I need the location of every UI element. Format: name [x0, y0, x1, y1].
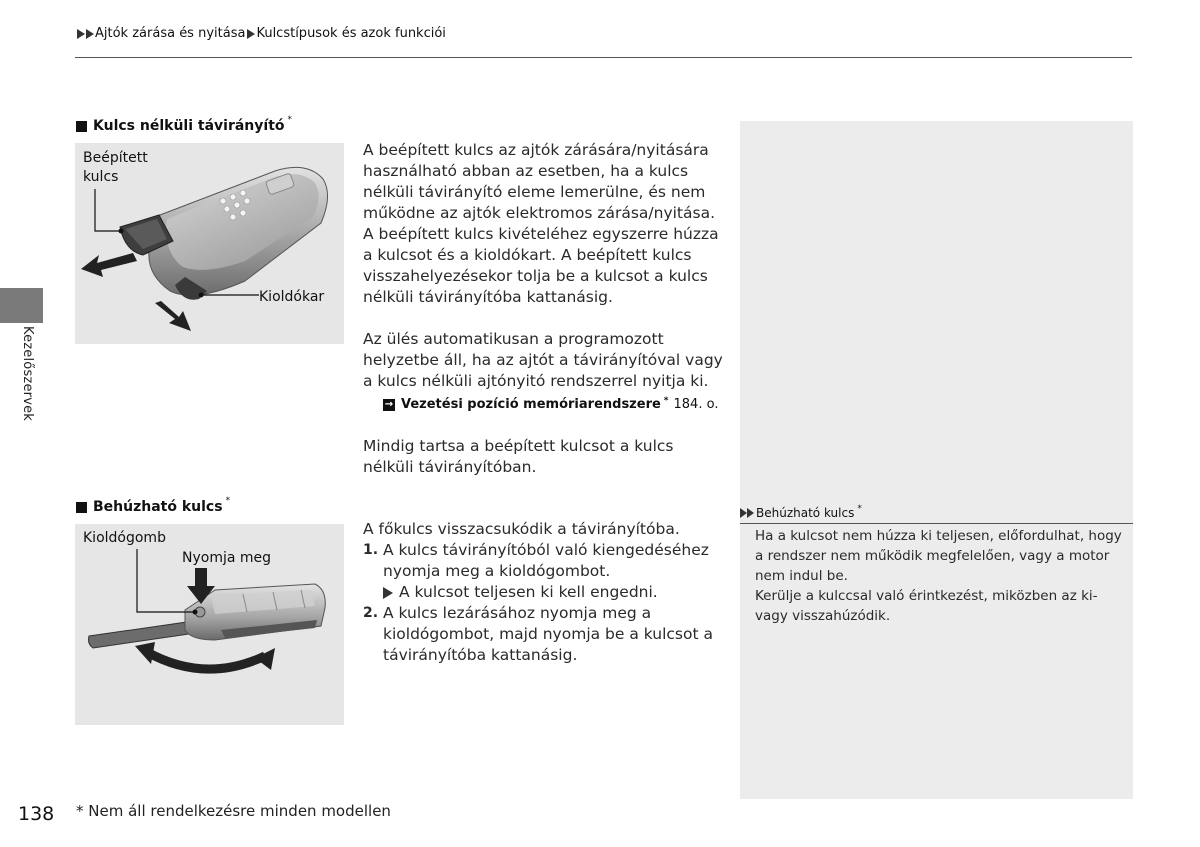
chapter-tab-label: Kezelőszervek: [20, 326, 35, 422]
sidebar-note-panel: [740, 121, 1133, 799]
step-text: A kulcs távirányítóból való kiengedéséhez nyomja meg a kioldógombot.: [383, 541, 709, 580]
model-availability-star: *: [225, 496, 231, 506]
breadcrumb-item[interactable]: Ajtók zárása és nyitása: [95, 26, 246, 41]
keyless-remote-figure: [75, 143, 344, 344]
breadcrumb: [77, 26, 446, 41]
cross-reference-title: Vezetési pozíció memóriarendszere: [401, 397, 661, 412]
step-result: [383, 582, 725, 603]
paragraph: Mindig tartsa a beépített kulcsot a kulcs nélküli távirányítóban.: [363, 437, 674, 476]
retractable-section-body: [363, 519, 725, 666]
page-number: 138: [18, 803, 55, 825]
figure-label-release-lever: Kioldókar: [259, 289, 325, 305]
note-line: Ha a kulcsot nem húzza ki teljesen, előfordulhat, hogy a rendszer nem működik megfelelően, vagy a motor nem indul be.: [755, 528, 1122, 584]
section-bullet-icon: [76, 121, 87, 132]
section-bullet-icon: [76, 502, 87, 513]
step-result-text: A kulcsot teljesen ki kell engedni.: [399, 583, 658, 601]
sidebar-note-header: [740, 503, 1133, 524]
paragraph: Az ülés automatikusan a programozott helyzetbe áll, ha az ajtót a távirányítóval vagy a kulcs nélküli ajtónyitó rendszerrel nyitja ki.: [363, 330, 723, 390]
result-arrow-icon: [383, 587, 393, 599]
step-item: [363, 540, 725, 603]
model-availability-star: *: [663, 396, 669, 406]
breadcrumb-arrow-icon: [86, 29, 94, 39]
step-number: 2.: [363, 605, 379, 621]
breadcrumb-arrow-icon: [247, 29, 255, 39]
keyless-section-body: [363, 140, 723, 478]
step-number: 1.: [363, 542, 379, 558]
section-title-text: Behúzható kulcs: [93, 499, 223, 515]
note-arrow-icon: [747, 508, 754, 518]
model-availability-star: *: [287, 115, 293, 125]
breadcrumb-arrow-icon: [77, 29, 85, 39]
steps-list: [363, 540, 725, 666]
section-title-text: Kulcs nélküli távirányító: [93, 118, 285, 134]
breadcrumb-item[interactable]: Kulcstípusok és azok funkciói: [256, 26, 446, 41]
paragraph: A beépített kulcs az ajtók zárására/nyitására használható abban az esetben, ha a kulcs nélküli távirányító eleme lemerülne, és nem működne az ajtók elektromos zárása/nyitása.: [363, 141, 715, 222]
figure-label-press: Nyomja meg: [182, 550, 272, 566]
cross-reference-page: 184. o.: [673, 397, 719, 412]
header-divider: [75, 57, 1132, 58]
chapter-tab[interactable]: [0, 288, 43, 323]
paragraph: A beépített kulcs kivételéhez egyszerre húzza a kulcsot és a kioldókart. A beépített kulcs visszahelyezésekor tolja be a kulcsot a kulcs nélküli távirányítóba kattanásig.: [363, 225, 719, 306]
section-title-keyless: [76, 115, 293, 134]
step-item: [363, 603, 725, 666]
sidebar-note-body: [755, 526, 1127, 626]
paragraph: A főkulcs visszacsukódik a távirányítóba.: [363, 520, 680, 538]
figure-label-release-button: Kioldógomb: [83, 530, 166, 546]
note-arrow-icon: [740, 508, 747, 518]
model-availability-star: *: [857, 504, 862, 514]
cross-reference-link[interactable]: [383, 394, 723, 415]
retractable-key-illustration-icon: [75, 524, 344, 725]
figure-label-builtin-key: Beépített kulcs: [83, 150, 148, 185]
step-text: A kulcs lezárásához nyomja meg a kioldógombot, majd nyomja be a kulcsot a távirányítóba kattanásig.: [383, 604, 713, 664]
cross-reference-icon: →: [384, 399, 394, 410]
retractable-key-figure: [75, 524, 344, 725]
note-line: Kerülje a kulccsal való érintkezést, miközben az ki- vagy visszahúzódik.: [755, 588, 1098, 624]
keyless-remote-illustration-icon: [75, 143, 344, 344]
section-title-retractable: [76, 496, 231, 515]
footnote: * Nem áll rendelkezésre minden modellen: [76, 802, 391, 820]
sidebar-note-title: Behúzható kulcs: [756, 506, 855, 520]
